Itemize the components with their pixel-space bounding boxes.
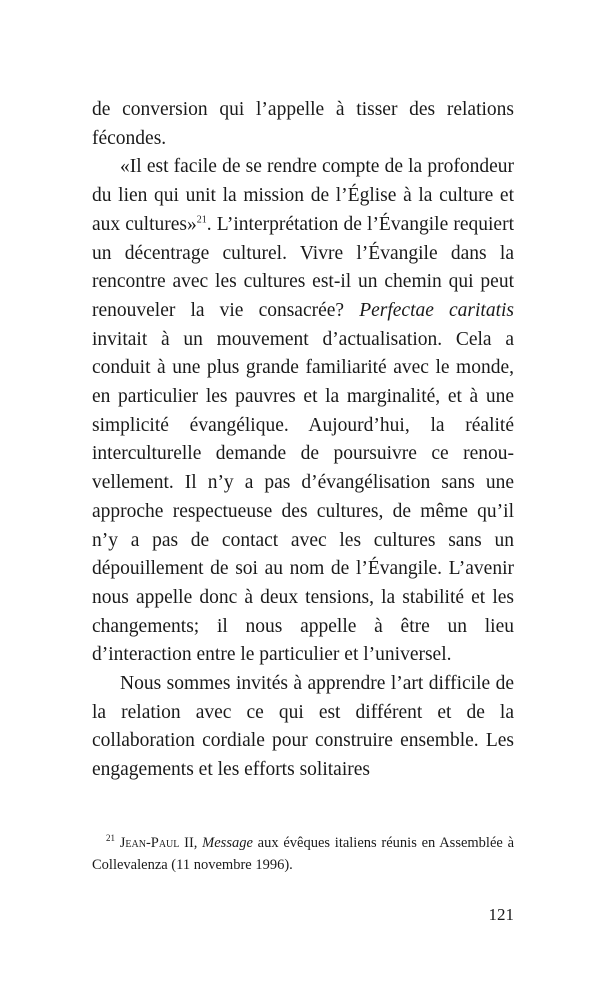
footnote-author: Jean-Paul II	[119, 835, 194, 851]
page-number: 121	[488, 905, 514, 924]
footnote-reference[interactable]: 21	[196, 214, 207, 226]
body-text	[92, 96, 514, 785]
paragraph-continuation: de conversion qui l’appelle à tisser des relations fécondes.	[92, 99, 514, 149]
page-content	[92, 96, 514, 785]
paragraph-2-text: . L’interprétation de l’Évangile requiert un décentrage culturel. Vivre l’Évangile dans la rencontre avec les cultures est-il un chemin qui peut renouveler la vie consacrée?	[92, 213, 514, 321]
footnote: $^{21}$ Jean-Paul II, Message aux évêques italiens réunis en Assemblée à Collevalenza (11 novembre 1996).	[92, 833, 515, 873]
footnote-number: 21	[106, 833, 115, 844]
paragraph-2-rest: invitait à un mouvement d’actualisation. Cela a conduit à une plus grande familiarité avec le monde, en particulier les pauvres et la marginalité, et à une simplicité évangélique. Aujourd’hui, la réalité interculturelle demande de poursuivre ce renouvellement. Il n’y a pas d’évangélisation sans une approche respectueuse des cultures, de même qu’il n’y a pas de contact avec les cultures sans un dépouillement de soi au nom de l’Évangile. L’avenir nous appelle donc à deux tensions, la stabilité et les changements; il nous appelle à être un lieu d’interaction entre le particulier et l’universel.	[92, 328, 514, 666]
quote-text: «Il est facile de se rendre compte de la profondeur du lien qui unit la mission de l’Église à la culture et aux cultures»	[92, 156, 514, 235]
footnote-text: aux évêques italiens réunis en Assemblée à Collevalenza (11 novembre 1996).	[92, 835, 515, 873]
footnote-italic: Message	[202, 835, 253, 851]
paragraph-2	[92, 153, 514, 670]
paragraph-3: Nous sommes invités à apprendre l’art difficile de la relation avec ce qui est différent et de la collaboration cordiale pour construire ensemble. Les engagements et les efforts solitaires	[92, 673, 514, 781]
italic-title: Perfectae caritatis	[359, 299, 514, 321]
